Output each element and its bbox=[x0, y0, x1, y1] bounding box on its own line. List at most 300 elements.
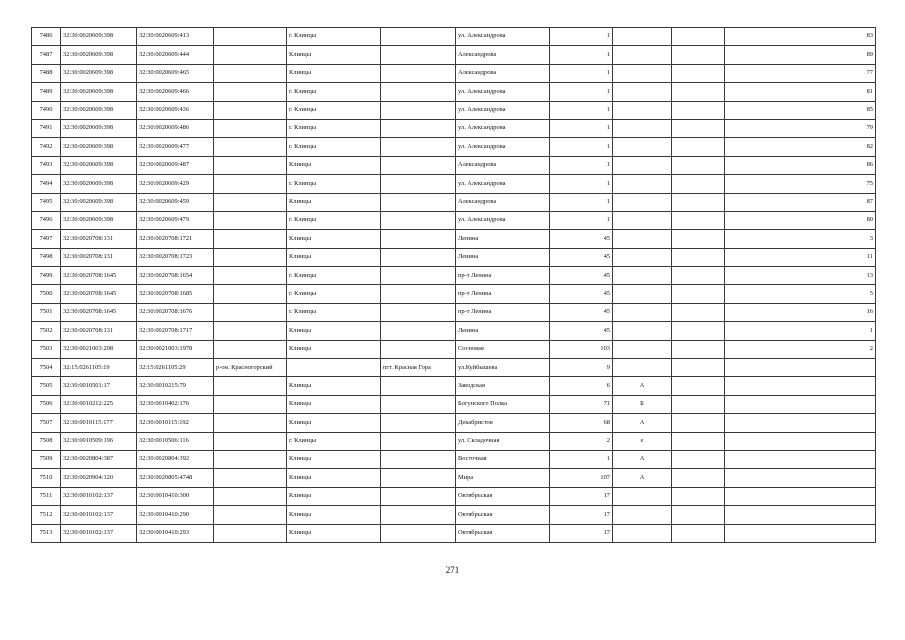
table-row bbox=[32, 175, 876, 193]
cadastral-number-cell: 32:30:0020708:1685 bbox=[137, 285, 214, 303]
row-number-cell: 7511 bbox=[32, 487, 61, 505]
row-number-cell: 7486 bbox=[32, 28, 61, 46]
building-letter-cell bbox=[613, 211, 672, 229]
cadastral-parent-cell: 32:30:0020904:120 bbox=[61, 469, 137, 487]
district-cell bbox=[214, 285, 287, 303]
cadastral-number-cell: 32:30:0021003:1978 bbox=[137, 340, 214, 358]
apartment-extra-cell bbox=[672, 377, 725, 395]
district-cell bbox=[214, 46, 287, 64]
city-cell: г. Клинцы bbox=[287, 28, 381, 46]
street-cell: ул. Александрова bbox=[456, 211, 550, 229]
cadastral-number-cell: 32:30:0020609:413 bbox=[137, 28, 214, 46]
building-letter-cell bbox=[613, 285, 672, 303]
cadastral-number-cell: 32:30:0020609:444 bbox=[137, 46, 214, 64]
district-cell bbox=[214, 248, 287, 266]
table-row bbox=[32, 156, 876, 174]
table-row bbox=[32, 211, 876, 229]
city-cell: Клинцы bbox=[287, 377, 381, 395]
settlement-cell bbox=[381, 83, 456, 101]
settlement-cell bbox=[381, 322, 456, 340]
building-letter-cell bbox=[613, 230, 672, 248]
cadastral-parent-cell: 32:30:0020609:398 bbox=[61, 83, 137, 101]
street-cell: Октябрьская bbox=[456, 524, 550, 542]
row-number-cell: 7513 bbox=[32, 524, 61, 542]
settlement-cell bbox=[381, 101, 456, 119]
settlement-cell bbox=[381, 64, 456, 82]
district-cell bbox=[214, 119, 287, 137]
apartment-extra-cell bbox=[672, 193, 725, 211]
row-number-cell: 7495 bbox=[32, 193, 61, 211]
district-cell: р-он. Красногорский bbox=[214, 359, 287, 377]
apartment-extra-cell bbox=[672, 175, 725, 193]
table-row bbox=[32, 267, 876, 285]
house-number-cell: 45 bbox=[550, 303, 613, 321]
street-cell: ул. Александрова bbox=[456, 101, 550, 119]
cadastral-parent-cell: 32:30:0010102:137 bbox=[61, 524, 137, 542]
house-number-cell: 1 bbox=[550, 101, 613, 119]
apartment-extra-cell bbox=[672, 450, 725, 468]
city-cell: Клинцы bbox=[287, 248, 381, 266]
cadastral-parent-cell: 32:30:0010102:137 bbox=[61, 506, 137, 524]
apartment-number-cell: 2 bbox=[725, 340, 876, 358]
cadastral-number-cell: 32:30:0010506:116 bbox=[137, 432, 214, 450]
settlement-cell bbox=[381, 248, 456, 266]
district-cell bbox=[214, 432, 287, 450]
house-number-cell: 1 bbox=[550, 138, 613, 156]
district-cell bbox=[214, 64, 287, 82]
cadastral-parent-cell: 32:30:0020708:131 bbox=[61, 248, 137, 266]
cadastral-number-cell: 32:30:0020609:486 bbox=[137, 119, 214, 137]
district-cell bbox=[214, 524, 287, 542]
apartment-number-cell bbox=[725, 414, 876, 432]
house-number-cell: 68 bbox=[550, 414, 613, 432]
city-cell: г. Клинцы bbox=[287, 211, 381, 229]
building-letter-cell: А bbox=[613, 450, 672, 468]
district-cell bbox=[214, 267, 287, 285]
street-cell: Восточная bbox=[456, 450, 550, 468]
row-number-cell: 7503 bbox=[32, 340, 61, 358]
apartment-extra-cell bbox=[672, 322, 725, 340]
district-cell bbox=[214, 138, 287, 156]
city-cell: Клинцы bbox=[287, 46, 381, 64]
cadastral-parent-cell: 32:30:0020609:398 bbox=[61, 28, 137, 46]
row-number-cell: 7507 bbox=[32, 414, 61, 432]
city-cell: г. Клинцы bbox=[287, 101, 381, 119]
city-cell: г. Клинцы bbox=[287, 285, 381, 303]
house-number-cell: 45 bbox=[550, 248, 613, 266]
building-letter-cell bbox=[613, 487, 672, 505]
apartment-number-cell: 77 bbox=[725, 64, 876, 82]
settlement-cell: пгт. Красная Гора bbox=[381, 359, 456, 377]
street-cell: ул. Складочная bbox=[456, 432, 550, 450]
table-row bbox=[32, 193, 876, 211]
cadastral-parent-cell: 32:30:0020708:131 bbox=[61, 322, 137, 340]
city-cell: г. Клинцы bbox=[287, 267, 381, 285]
cadastral-parent-cell: 32:30:0010509:196 bbox=[61, 432, 137, 450]
street-cell: Александрова bbox=[456, 156, 550, 174]
page-number: 271 bbox=[445, 565, 460, 575]
cadastral-parent-cell: 32:30:0020609:398 bbox=[61, 193, 137, 211]
cadastral-number-cell: 32:30:0010410:300 bbox=[137, 487, 214, 505]
building-letter-cell bbox=[613, 83, 672, 101]
settlement-cell bbox=[381, 303, 456, 321]
row-number-cell: 7500 bbox=[32, 285, 61, 303]
apartment-extra-cell bbox=[672, 487, 725, 505]
cadastral-number-cell: 32:30:0010115:192 bbox=[137, 414, 214, 432]
city-cell: Клинцы bbox=[287, 230, 381, 248]
settlement-cell bbox=[381, 524, 456, 542]
row-number-cell: 7502 bbox=[32, 322, 61, 340]
apartment-number-cell: 89 bbox=[725, 46, 876, 64]
row-number-cell: 7497 bbox=[32, 230, 61, 248]
street-cell: ул.Куйбышева bbox=[456, 359, 550, 377]
house-number-cell: 45 bbox=[550, 285, 613, 303]
apartment-number-cell: 87 bbox=[725, 193, 876, 211]
building-letter-cell bbox=[613, 340, 672, 358]
house-number-cell: 2 bbox=[550, 432, 613, 450]
table-row bbox=[32, 414, 876, 432]
city-cell: Клинцы bbox=[287, 156, 381, 174]
apartment-extra-cell bbox=[672, 469, 725, 487]
cadastral-number-cell: 32:30:0020609:429 bbox=[137, 175, 214, 193]
cadastral-number-cell: 32:30:0020609:465 bbox=[137, 64, 214, 82]
cadastral-parent-cell: 32:30:0020609:398 bbox=[61, 175, 137, 193]
district-cell bbox=[214, 230, 287, 248]
apartment-number-cell bbox=[725, 506, 876, 524]
district-cell bbox=[214, 175, 287, 193]
row-number-cell: 7501 bbox=[32, 303, 61, 321]
apartment-extra-cell bbox=[672, 248, 725, 266]
building-letter-cell bbox=[613, 175, 672, 193]
settlement-cell bbox=[381, 28, 456, 46]
cadastral-parent-cell: 32:30:0020609:398 bbox=[61, 119, 137, 137]
house-number-cell: 1 bbox=[550, 175, 613, 193]
settlement-cell bbox=[381, 432, 456, 450]
cadastral-number-cell: 32:30:0020708:1723 bbox=[137, 248, 214, 266]
row-number-cell: 7488 bbox=[32, 64, 61, 82]
district-cell bbox=[214, 83, 287, 101]
apartment-extra-cell bbox=[672, 230, 725, 248]
table-row bbox=[32, 432, 876, 450]
apartment-extra-cell bbox=[672, 303, 725, 321]
settlement-cell bbox=[381, 506, 456, 524]
table-row bbox=[32, 487, 876, 505]
row-number-cell: 7487 bbox=[32, 46, 61, 64]
building-letter-cell bbox=[613, 46, 672, 64]
table-row bbox=[32, 46, 876, 64]
apartment-number-cell: 79 bbox=[725, 119, 876, 137]
apartment-extra-cell bbox=[672, 267, 725, 285]
cadastral-number-cell: 32:30:0020609:466 bbox=[137, 83, 214, 101]
building-letter-cell: е bbox=[613, 432, 672, 450]
row-number-cell: 7510 bbox=[32, 469, 61, 487]
building-letter-cell bbox=[613, 119, 672, 137]
cadastral-number-cell: 32:30:0020804:392 bbox=[137, 450, 214, 468]
table-body bbox=[32, 28, 876, 543]
district-cell bbox=[214, 450, 287, 468]
street-cell: Октябрьская bbox=[456, 506, 550, 524]
apartment-extra-cell bbox=[672, 285, 725, 303]
street-cell: ул. Александрова bbox=[456, 175, 550, 193]
cadastral-number-cell: 32:30:0020609:477 bbox=[137, 138, 214, 156]
apartment-number-cell bbox=[725, 487, 876, 505]
apartment-extra-cell bbox=[672, 156, 725, 174]
apartment-number-cell: 86 bbox=[725, 156, 876, 174]
cadastral-parent-cell: 32:30:0020708:1645 bbox=[61, 285, 137, 303]
city-cell: Клинцы bbox=[287, 469, 381, 487]
street-cell: Ленина bbox=[456, 248, 550, 266]
row-number-cell: 7489 bbox=[32, 83, 61, 101]
table-row bbox=[32, 469, 876, 487]
cadastral-parent-cell: 32:30:0021003:208 bbox=[61, 340, 137, 358]
settlement-cell bbox=[381, 267, 456, 285]
apartment-number-cell bbox=[725, 377, 876, 395]
district-cell bbox=[214, 28, 287, 46]
building-letter-cell: А bbox=[613, 469, 672, 487]
settlement-cell bbox=[381, 395, 456, 413]
settlement-cell bbox=[381, 414, 456, 432]
cadastral-parent-cell: 32:30:0020609:398 bbox=[61, 101, 137, 119]
apartment-extra-cell bbox=[672, 119, 725, 137]
building-letter-cell bbox=[613, 28, 672, 46]
apartment-number-cell bbox=[725, 359, 876, 377]
apartment-number-cell: 11 bbox=[725, 248, 876, 266]
building-letter-cell: А bbox=[613, 377, 672, 395]
row-number-cell: 7498 bbox=[32, 248, 61, 266]
row-number-cell: 7512 bbox=[32, 506, 61, 524]
building-letter-cell bbox=[613, 138, 672, 156]
district-cell bbox=[214, 101, 287, 119]
city-cell: Клинцы bbox=[287, 193, 381, 211]
building-letter-cell bbox=[613, 524, 672, 542]
apartment-extra-cell bbox=[672, 46, 725, 64]
building-letter-cell bbox=[613, 267, 672, 285]
cadastral-parent-cell: 32:30:0010501:17 bbox=[61, 377, 137, 395]
house-number-cell: 1 bbox=[550, 450, 613, 468]
table-row bbox=[32, 303, 876, 321]
district-cell bbox=[214, 340, 287, 358]
street-cell: ул. Александрова bbox=[456, 119, 550, 137]
settlement-cell bbox=[381, 450, 456, 468]
table-row bbox=[32, 359, 876, 377]
table-row bbox=[32, 524, 876, 542]
settlement-cell bbox=[381, 119, 456, 137]
cadastral-number-cell: 32:30:0010215:79 bbox=[137, 377, 214, 395]
cadastral-number-cell: 32:30:0020609:436 bbox=[137, 101, 214, 119]
district-cell bbox=[214, 414, 287, 432]
district-cell bbox=[214, 303, 287, 321]
apartment-number-cell bbox=[725, 432, 876, 450]
street-cell: пр-т Ленина bbox=[456, 285, 550, 303]
building-letter-cell bbox=[613, 101, 672, 119]
street-cell: Александрова bbox=[456, 46, 550, 64]
apartment-extra-cell bbox=[672, 524, 725, 542]
building-letter-cell bbox=[613, 506, 672, 524]
cadastral-parent-cell: 32:30:0020609:398 bbox=[61, 211, 137, 229]
cadastral-number-cell: 32:30:0020708:1676 bbox=[137, 303, 214, 321]
apartment-extra-cell bbox=[672, 83, 725, 101]
district-cell bbox=[214, 395, 287, 413]
house-number-cell: 1 bbox=[550, 119, 613, 137]
cadastral-number-cell: 32:30:0010402:176 bbox=[137, 395, 214, 413]
apartment-extra-cell bbox=[672, 432, 725, 450]
apartment-extra-cell bbox=[672, 506, 725, 524]
city-cell: г. Клинцы bbox=[287, 138, 381, 156]
city-cell: г. Клинцы bbox=[287, 432, 381, 450]
house-number-cell: 1 bbox=[550, 46, 613, 64]
table-row bbox=[32, 28, 876, 46]
building-letter-cell bbox=[613, 322, 672, 340]
apartment-extra-cell bbox=[672, 395, 725, 413]
row-number-cell: 7494 bbox=[32, 175, 61, 193]
house-number-cell: 1 bbox=[550, 28, 613, 46]
apartment-number-cell bbox=[725, 524, 876, 542]
street-cell: Заводская bbox=[456, 377, 550, 395]
apartment-number-cell bbox=[725, 469, 876, 487]
district-cell bbox=[214, 377, 287, 395]
row-number-cell: 7508 bbox=[32, 432, 61, 450]
row-number-cell: 7490 bbox=[32, 101, 61, 119]
building-letter-cell: Б bbox=[613, 395, 672, 413]
table-row bbox=[32, 101, 876, 119]
house-number-cell: 1 bbox=[550, 193, 613, 211]
cadastral-number-cell: 32:30:0010410:293 bbox=[137, 524, 214, 542]
cadastral-parent-cell: 32:30:0020609:398 bbox=[61, 64, 137, 82]
cadastral-parent-cell: 32:30:0010212:225 bbox=[61, 395, 137, 413]
settlement-cell bbox=[381, 285, 456, 303]
house-number-cell: 103 bbox=[550, 340, 613, 358]
apartment-extra-cell bbox=[672, 64, 725, 82]
city-cell: г. Клинцы bbox=[287, 83, 381, 101]
district-cell bbox=[214, 211, 287, 229]
row-number-cell: 7491 bbox=[32, 119, 61, 137]
settlement-cell bbox=[381, 46, 456, 64]
settlement-cell bbox=[381, 469, 456, 487]
apartment-number-cell bbox=[725, 450, 876, 468]
street-cell: пр-т Ленина bbox=[456, 267, 550, 285]
row-number-cell: 7496 bbox=[32, 211, 61, 229]
street-cell: ул. Александрова bbox=[456, 83, 550, 101]
street-cell: Октябрьская bbox=[456, 487, 550, 505]
apartment-number-cell: 82 bbox=[725, 138, 876, 156]
street-cell: Ленина bbox=[456, 322, 550, 340]
house-number-cell: 17 bbox=[550, 506, 613, 524]
cadastral-parent-cell: 32:15:0261105:19 bbox=[61, 359, 137, 377]
district-cell bbox=[214, 506, 287, 524]
table-row bbox=[32, 83, 876, 101]
settlement-cell bbox=[381, 211, 456, 229]
table-row bbox=[32, 506, 876, 524]
building-letter-cell bbox=[613, 359, 672, 377]
cadastral-number-cell: 32:30:0010410:290 bbox=[137, 506, 214, 524]
street-cell: ул. Александрова bbox=[456, 28, 550, 46]
street-cell: Богунского Полка bbox=[456, 395, 550, 413]
city-cell: г. Клинцы bbox=[287, 175, 381, 193]
apartment-number-cell: 80 bbox=[725, 211, 876, 229]
cadastral-parent-cell: 32:30:0020708:1645 bbox=[61, 267, 137, 285]
street-cell: Ленина bbox=[456, 230, 550, 248]
table-row bbox=[32, 395, 876, 413]
city-cell: Клинцы bbox=[287, 340, 381, 358]
table-row bbox=[32, 230, 876, 248]
cadastral-parent-cell: 32:30:0010115:177 bbox=[61, 414, 137, 432]
house-number-cell: 1 bbox=[550, 211, 613, 229]
street-cell: Декабристов bbox=[456, 414, 550, 432]
table-row bbox=[32, 64, 876, 82]
city-cell: Клинцы bbox=[287, 414, 381, 432]
house-number-cell: 45 bbox=[550, 267, 613, 285]
table-row bbox=[32, 119, 876, 137]
table-row bbox=[32, 285, 876, 303]
row-number-cell: 7493 bbox=[32, 156, 61, 174]
registry-table bbox=[31, 27, 876, 543]
apartment-extra-cell bbox=[672, 211, 725, 229]
cadastral-number-cell: 32:30:0020708:1721 bbox=[137, 230, 214, 248]
house-number-cell: 45 bbox=[550, 230, 613, 248]
row-number-cell: 7504 bbox=[32, 359, 61, 377]
house-number-cell: 9 bbox=[550, 359, 613, 377]
row-number-cell: 7506 bbox=[32, 395, 61, 413]
district-cell bbox=[214, 193, 287, 211]
apartment-extra-cell bbox=[672, 340, 725, 358]
cadastral-parent-cell: 32:30:0020609:398 bbox=[61, 46, 137, 64]
city-cell: Клинцы bbox=[287, 64, 381, 82]
settlement-cell bbox=[381, 193, 456, 211]
building-letter-cell bbox=[613, 64, 672, 82]
apartment-number-cell: 81 bbox=[725, 83, 876, 101]
city-cell: Клинцы bbox=[287, 524, 381, 542]
city-cell: Клинцы bbox=[287, 450, 381, 468]
district-cell bbox=[214, 487, 287, 505]
table-row bbox=[32, 322, 876, 340]
street-cell: ул. Александрова bbox=[456, 138, 550, 156]
cadastral-number-cell: 32:15:0261105:29 bbox=[137, 359, 214, 377]
apartment-number-cell: 5 bbox=[725, 285, 876, 303]
house-number-cell: 71 bbox=[550, 395, 613, 413]
street-cell: Александрова bbox=[456, 193, 550, 211]
street-cell: Сосновая bbox=[456, 340, 550, 358]
street-cell: пр-т Ленина bbox=[456, 303, 550, 321]
settlement-cell bbox=[381, 175, 456, 193]
settlement-cell bbox=[381, 340, 456, 358]
cadastral-number-cell: 32:30:0020805:4748 bbox=[137, 469, 214, 487]
apartment-extra-cell bbox=[672, 101, 725, 119]
cadastral-number-cell: 32:30:0020609:487 bbox=[137, 156, 214, 174]
apartment-number-cell: 1 bbox=[725, 322, 876, 340]
district-cell bbox=[214, 322, 287, 340]
city-cell: г. Клинцы bbox=[287, 119, 381, 137]
apartment-extra-cell bbox=[672, 138, 725, 156]
cadastral-parent-cell: 32:30:0020708:1645 bbox=[61, 303, 137, 321]
row-number-cell: 7509 bbox=[32, 450, 61, 468]
settlement-cell bbox=[381, 487, 456, 505]
cadastral-number-cell: 32:30:0020708:1654 bbox=[137, 267, 214, 285]
city-cell bbox=[287, 359, 381, 377]
building-letter-cell bbox=[613, 193, 672, 211]
house-number-cell: 45 bbox=[550, 322, 613, 340]
building-letter-cell bbox=[613, 303, 672, 321]
settlement-cell bbox=[381, 138, 456, 156]
row-number-cell: 7505 bbox=[32, 377, 61, 395]
table-row bbox=[32, 377, 876, 395]
cadastral-parent-cell: 32:30:0020804:387 bbox=[61, 450, 137, 468]
cadastral-parent-cell: 32:30:0010102:137 bbox=[61, 487, 137, 505]
apartment-number-cell: 3 bbox=[725, 230, 876, 248]
cadastral-parent-cell: 32:30:0020609:398 bbox=[61, 138, 137, 156]
city-cell: Клинцы bbox=[287, 506, 381, 524]
settlement-cell bbox=[381, 230, 456, 248]
house-number-cell: 1 bbox=[550, 156, 613, 174]
